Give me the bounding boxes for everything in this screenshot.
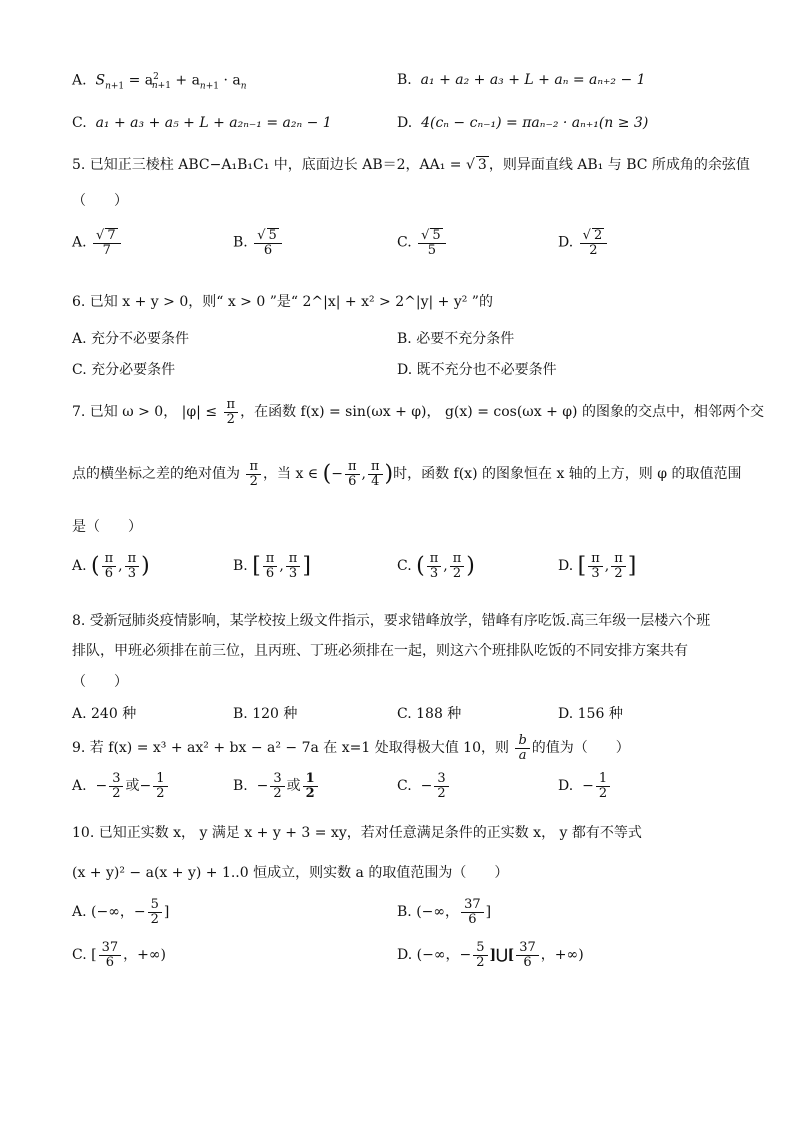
option-label: D. [558,234,574,251]
frac-num: 3 [109,772,123,787]
q7-option-b: B. [ $\frac{\pi}{6}$ , $\frac{\pi}{3}$ ] [233,551,311,581]
frac-den: 6 [263,242,273,258]
fraction [368,460,383,488]
frac-num: 3 [270,772,284,787]
interval-text: ] [163,904,170,921]
q4-option-d [397,115,648,131]
math-eq: = a [128,72,154,89]
bracket: ] [302,553,311,579]
q7-line1 [72,398,764,426]
fraction [611,552,626,580]
q4-option-a: A. $S_{n+1} = a^2_{n+1} + a_{n+1} \cdot a_n$ [72,72,247,92]
option-label: C. [72,115,87,131]
fraction [125,552,140,580]
frac-den: 2 [305,785,315,801]
interval-text: (−∞，− [416,947,472,964]
option-text: 既不充分也不必要条件 [416,362,557,378]
frac-num: π [368,460,383,475]
bracket: ) [466,553,475,579]
q10-option-c [72,941,166,969]
stem-text: ，则异面直线 AB₁ 与 BC 所成角的余弦值 [488,157,750,173]
fraction [516,941,539,969]
frac-den: 2 [452,565,462,581]
q7-line2: 点的横坐标之差的绝对值为 $\frac{\pi}{2}$ ，当 x ∈ (− $\frac{\pi}{6}$ , $\frac{\pi}{4}$ )时，函数 f(x) 的图象恒在 x 轴的上方，则 φ 的取值范围 [72,459,742,489]
q9-option-a: A. − $\frac{3}{2}$ 或− $\frac{1}{2}$ [72,772,170,800]
option-text: 156 种 [577,706,623,722]
q6-stem: 6. 已知 x + y > 0，则“ x > 0 ”是“ 2^|x| + x² > 2^|y| + y² ”的 [72,294,493,310]
q5-option-c [397,228,448,257]
interval-text: (−∞，− [91,904,146,921]
frac-num: 1 [596,772,610,787]
option-label: C. [397,778,412,795]
fraction [286,552,301,580]
fraction [515,734,529,762]
fraction [148,898,162,926]
q8-line2: 排队，甲班必须排在前三位，且丙班、丁班必须排在一起，则这六个班排队吃饭的不同安排方案共有 [72,643,688,659]
option-label: D. [397,947,413,964]
fraction [450,552,465,580]
sqrt-value: 3 [477,157,487,173]
q6-option-d [397,359,557,379]
option-label: B. [233,234,248,251]
q8-option-d [558,703,623,723]
option-label: D. [558,706,574,722]
option-text: 240 种 [91,706,137,722]
option-label: B. [233,778,248,795]
option-label: C. [397,706,412,722]
stem-text: 9. 若 f(x) = x³ + ax² + bx − a² − 7a 在 x=1 处取得极大值 10，则 [72,740,509,757]
q7-option-d: D. [ $\frac{\pi}{3}$ , $\frac{\pi}{2}$ ] [558,551,637,581]
interval-text: ] [485,904,492,921]
frac-num: 3 [434,772,448,787]
frac-num: 37 [516,941,539,956]
q7-line3: 是（ ） [72,519,142,535]
frac-num: π [224,398,239,413]
q7-option-a: A. ( $\frac{\pi}{6}$ , $\frac{\pi}{3}$ ) [72,551,150,581]
frac-num: π [450,552,465,567]
q9-option-d: D. − $\frac{1}{2}$ [558,772,612,800]
frac-num: π [246,460,261,475]
option-label: C. [72,362,87,378]
option-label: A. [72,706,87,722]
frac-den: 2 [614,565,623,581]
fraction [153,772,167,800]
frac-num: 5 [148,898,162,913]
stem-text: 点的横坐标之差的绝对值为 [72,466,240,483]
q10-option-d [397,941,584,969]
frac-num: π [611,552,626,567]
math-plus: + a [175,72,200,89]
frac-den: 2 [112,785,121,801]
fraction [270,772,284,800]
interval-text: (−∞， [416,904,460,921]
bracket: ( [416,553,425,579]
option-label: C. [397,558,412,575]
bracket: ] [627,553,637,579]
frac-num: π [345,460,360,475]
frac-den: 2 [156,785,165,801]
frac-num: 5 [473,941,487,956]
stem-text: 时，函数 f(x) 的图象恒在 x 轴的上方，则 φ 的取值范围 [393,466,742,483]
fraction: $\frac{√ 7}{7}$ [93,228,121,257]
option-label: A. [72,558,87,575]
q9-option-c: C. − $\frac{3}{2}$ [397,772,451,800]
fraction: $\frac{√ 2}{2}$ [580,228,608,257]
q9-option-b: B. − $\frac{3}{2}$ 或 $\frac{1}{2}$ [233,772,320,800]
frac-den: 6 [104,565,114,581]
q6-option-b [397,328,514,348]
q5-option-d [558,228,609,257]
frac-num: 7 [107,228,116,243]
frac-den: 3 [288,565,298,581]
fraction [345,460,360,488]
option-label: B. [233,558,248,575]
frac-den: 2 [589,242,598,258]
q8-option-b [233,703,297,723]
frac-den: 2 [598,785,608,801]
option-label: D. [397,115,413,131]
frac-den: 2 [226,411,235,427]
stem-text: ，当 x ∈ [263,466,319,483]
bracket: ( [91,553,100,579]
frac-num: π [588,552,603,567]
option-label: D. [558,558,574,575]
q10-line2: (x + y)² − a(x + y) + 1..0 恒成立，则实数 a 的取值范围为（ ） [72,865,509,881]
q4-option-b [397,72,646,88]
q8-line1: 8. 受新冠肺炎疫情影响，某学校按上级文件指示，要求错峰放学，错峰有序吃饭.高三年级一层楼六个班 [72,613,711,629]
option-label: A. [72,72,87,89]
q8-paren: （ ） [72,674,128,690]
fraction [588,552,603,580]
frac-den: 3 [127,565,137,581]
fraction [427,552,442,580]
option-label: B. [397,904,412,921]
option-text: 充分不必要条件 [91,331,190,347]
math-dot: · a [223,72,241,89]
interval-text: [ [91,947,97,964]
option-label: B. [397,72,412,88]
fraction: $\frac{√ 5}{6}$ [254,228,282,257]
interval-text: ，+∞) [123,947,166,964]
frac-num: 37 [461,898,484,913]
bracket: [ [577,553,587,579]
frac-num: 1 [303,772,318,787]
q10-option-a [72,898,169,926]
q5-option-b [233,228,284,257]
frac-den: 2 [249,473,258,489]
option-text: 188 种 [416,706,462,722]
interval-text: ，+∞) [540,947,584,964]
frac-den: 3 [429,565,439,581]
option-label: D. [558,778,574,795]
fraction [434,772,448,800]
option-label: A. [72,904,87,921]
stem-text: 的值为（ ） [531,740,630,757]
frac-num: 2 [593,228,603,243]
fraction [461,898,484,926]
frac-den: 2 [150,911,159,927]
fraction [109,772,123,800]
fraction [263,552,278,580]
bracket: [ [252,553,261,579]
q5-option-a [72,228,123,257]
fraction [596,772,610,800]
bracket: ) [141,553,150,579]
option-label: C. [72,947,87,964]
frac-num: π [102,552,117,567]
option-label: D. [397,362,413,378]
fraction [473,941,487,969]
frac-num: π [125,552,140,567]
option-label: B. [397,331,412,347]
option-text: 必要不充分条件 [416,331,515,347]
stem-text: 5. 已知正三棱柱 ABC−A₁B₁C₁ 中，底面边长 AB＝2，AA₁ = [72,157,466,173]
frac-den: 6 [348,473,357,489]
q5-paren: （ ） [72,193,128,209]
frac-den: a [518,747,527,763]
frac-num: b [518,733,527,748]
math-s: S [95,72,106,89]
frac-den: 6 [523,954,532,970]
frac-num: π [286,552,301,567]
fraction [99,941,122,969]
frac-num: π [427,552,442,567]
frac-den: 2 [273,785,282,801]
frac-den: 5 [427,242,437,258]
frac-num: 37 [99,941,122,956]
q8-option-c [397,703,461,723]
q7-option-c: C. ( $\frac{\pi}{3}$ , $\frac{\pi}{2}$ ) [397,551,475,581]
q10-line1: 10. 已知正实数 x， y 满足 x + y + 3 = xy，若对任意满足条件的正实数 x， y 都有不等式 [72,825,642,841]
option-label: B. [233,706,248,722]
option-text: 120 种 [252,706,298,722]
q9-stem [72,734,630,762]
q5-stem: 5. 已知正三棱柱 ABC−A₁B₁C₁ 中，底面边长 AB＝2，AA₁ = √ 3 ，则异面直线 AB₁ 与 BC 所成角的余弦值 [72,157,750,173]
option-label: A. [72,778,87,795]
option-text: a₁ + a₃ + a₅ + L + a₂ₙ₋₁ = a₂ₙ − 1 [95,115,332,131]
q8-option-a [72,703,136,723]
stem-text: ，在函数 f(x) = sin(ωx + φ)， g(x) = cos(ωx + φ) 的图象的交点中，相邻两个交 [240,404,764,421]
frac-den: 2 [437,785,446,801]
frac-num: 1 [153,772,167,787]
q6-option-c [72,359,175,379]
frac-num: π [263,552,278,567]
option-text: 4(cₙ − cₙ₋₁) = πaₙ₋₂ · aₙ₊₁(n ≥ 3) [421,115,649,131]
option-text: a₁ + a₂ + a₃ + L + aₙ = aₙ₊₂ − 1 [420,72,646,88]
or-text: 或 [125,778,140,795]
fraction [246,460,261,488]
option-label: A. [72,234,87,251]
frac-den: 2 [476,954,485,970]
fraction [102,552,117,580]
frac-num: 5 [432,228,441,243]
stem-text: 7. 已知 ω > 0， |φ| ≤ [72,404,218,421]
frac-den: 6 [105,954,114,970]
option-label: A. [72,331,87,347]
frac-den: 6 [468,911,477,927]
frac-den: 6 [265,565,275,581]
q10-option-b [397,898,491,926]
option-label: C. [397,234,412,251]
frac-den: 3 [591,565,600,581]
fraction [224,398,239,426]
frac-den: 4 [371,473,380,489]
q6-option-a [72,328,189,348]
q4-option-c [72,115,332,131]
frac-den: 7 [102,242,111,258]
union-text: ]⋃[ [489,947,515,964]
option-text: 充分必要条件 [91,362,176,378]
or-text: 或 [286,778,301,795]
fraction: $\frac{√ 5}{5}$ [418,228,446,257]
fraction [303,772,318,800]
frac-num: 5 [268,228,277,243]
